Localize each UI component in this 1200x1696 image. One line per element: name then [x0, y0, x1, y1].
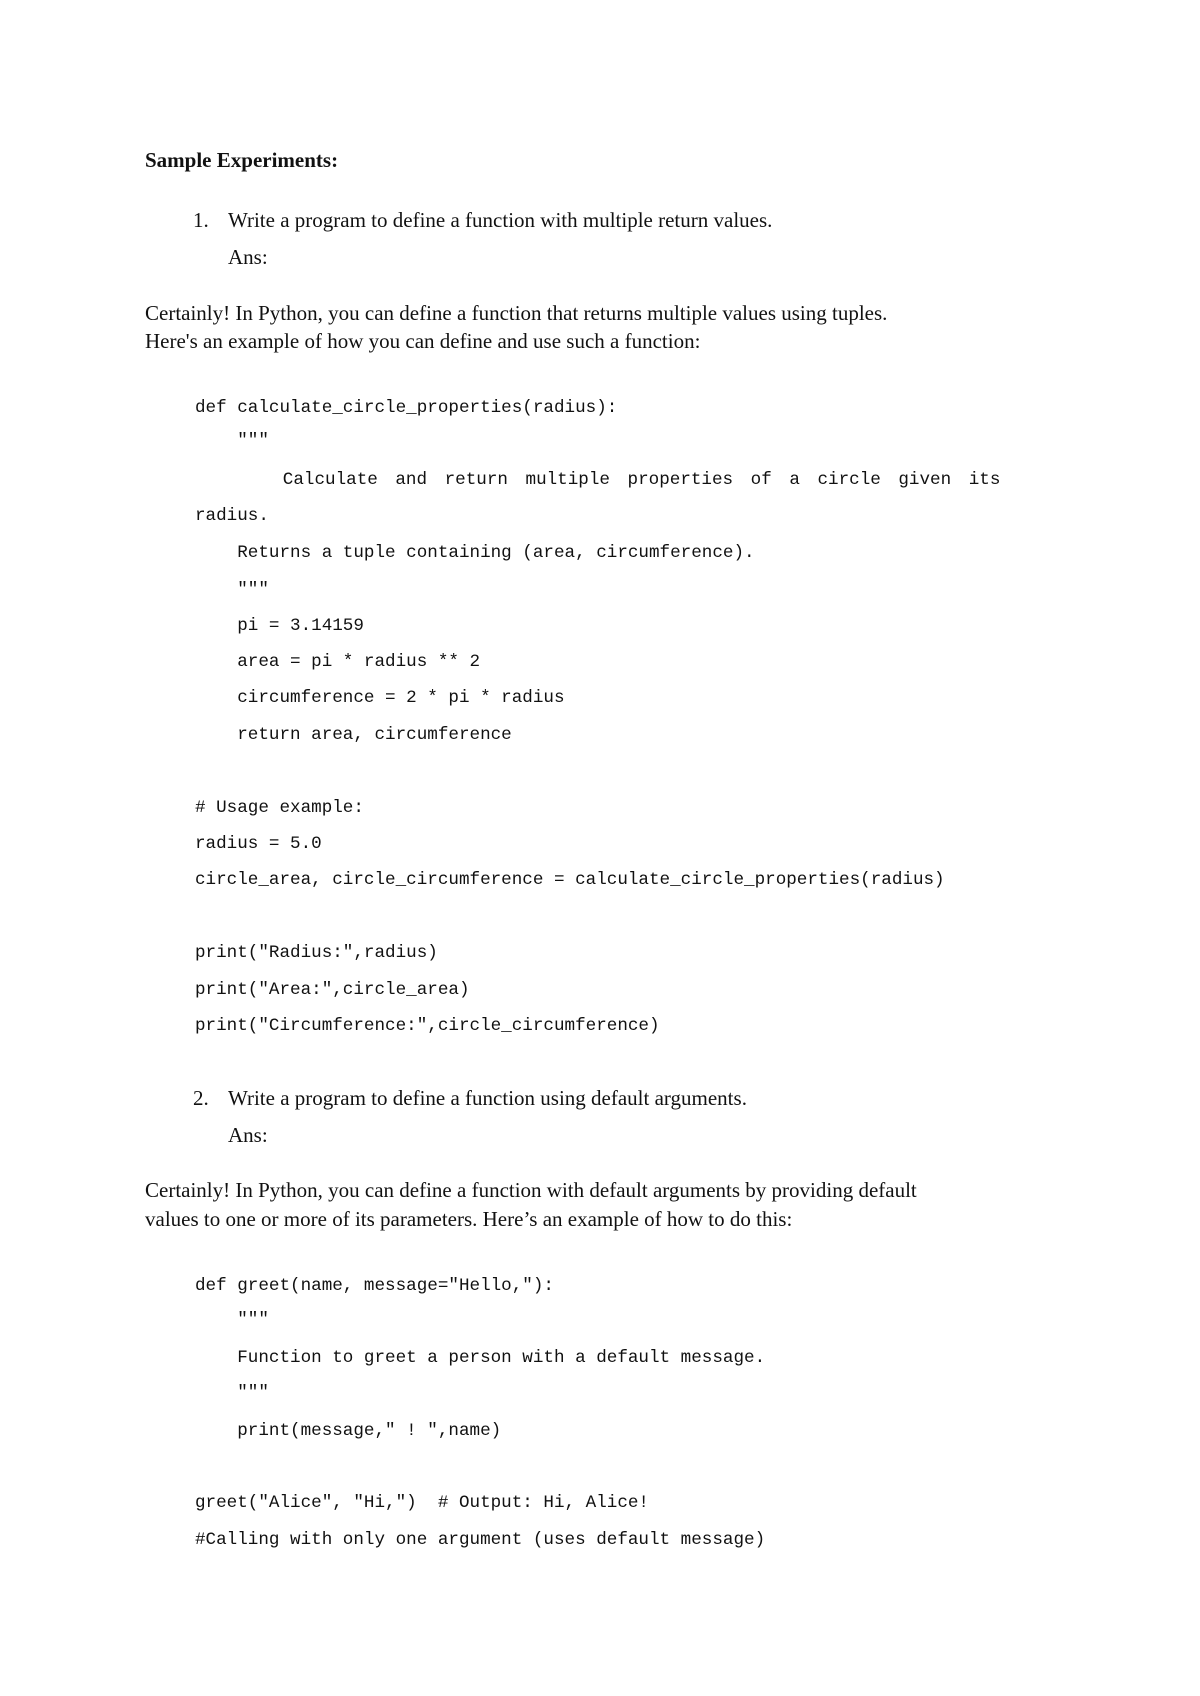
code-line: """ [195, 1310, 269, 1330]
code-line: print("Area:",circle_area) [195, 980, 470, 1000]
code-line: print(message," ! ",name) [195, 1421, 502, 1441]
code-line: radius. [195, 506, 269, 526]
experiment-question: Write a program to define a function using default arguments. [228, 1086, 747, 1110]
code-line: """ [195, 1383, 269, 1403]
code-line: area = pi * radius ** 2 [195, 652, 481, 672]
code-line: greet("Alice", "Hi,") # Output: Hi, Alice! [195, 1493, 649, 1513]
code-line: return area, circumference [195, 725, 512, 745]
code-line: circle_area, circle_circumference = calculate_circle_properties(radius) [195, 870, 945, 890]
section-heading: Sample Experiments: [145, 148, 339, 172]
answer-intro-text: Here's an example of how you can define and use such a function: [145, 329, 701, 353]
answer-label: Ans: [228, 245, 268, 269]
code-line: Function to greet a person with a default message. [195, 1348, 766, 1368]
code-line: """ [195, 580, 269, 600]
code-line: print("Radius:",radius) [195, 943, 438, 963]
code-line: # Usage example: [195, 798, 364, 818]
code-line: radius = 5.0 [195, 834, 322, 854]
code-line: print("Circumference:",circle_circumference) [195, 1016, 660, 1036]
code-line: Calculate and return multiple properties of a circle given its [195, 470, 1001, 490]
code-line: def greet(name, message="Hello,"): [195, 1276, 554, 1296]
code-line: circumference = 2 * pi * radius [195, 688, 565, 708]
code-line: """ [195, 431, 269, 451]
experiment-number: 2. [193, 1086, 209, 1110]
code-line: #Calling with only one argument (uses default message) [195, 1530, 766, 1550]
answer-label: Ans: [228, 1123, 268, 1147]
experiment-number: 1. [193, 208, 209, 232]
experiment-question: Write a program to define a function with multiple return values. [228, 208, 773, 232]
answer-intro-text: Certainly! In Python, you can define a function that returns multiple values using tuples. [145, 301, 888, 325]
answer-intro-text: Certainly! In Python, you can define a function with default arguments by providing default [145, 1178, 917, 1202]
code-line: pi = 3.14159 [195, 616, 364, 636]
answer-intro-text: values to one or more of its parameters. Here’s an example of how to do this: [145, 1207, 793, 1231]
code-line: Returns a tuple containing (area, circumference). [195, 543, 755, 563]
code-line: def calculate_circle_properties(radius): [195, 398, 618, 418]
